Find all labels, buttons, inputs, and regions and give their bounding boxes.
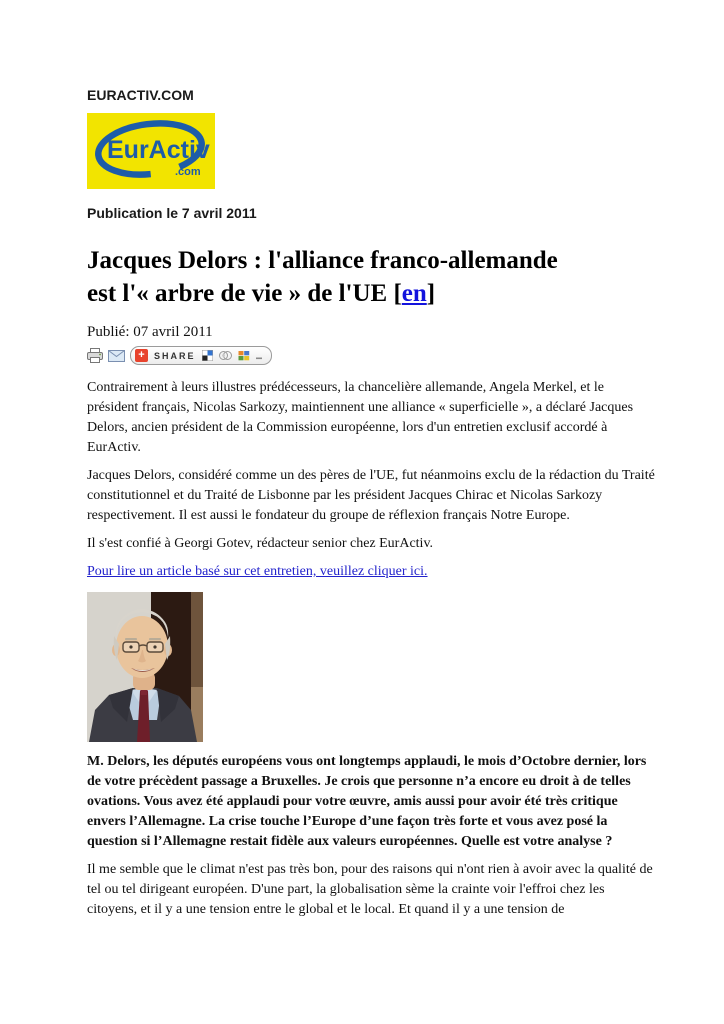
publication-date-line: Publication le 7 avril 2011 — [87, 205, 257, 221]
lang-link-en[interactable]: en — [401, 280, 427, 307]
printer-icon[interactable] — [87, 348, 103, 363]
expand-icon[interactable] — [256, 352, 264, 360]
site-name: EURACTIV.COM — [87, 87, 194, 103]
delicious-icon[interactable] — [202, 350, 213, 361]
share-plus-icon: + — [135, 349, 148, 362]
title-line-2: est l'« arbre de vie » de l'UE [en] — [87, 280, 436, 307]
related-article-link[interactable]: Pour lire un article basé sur cet entretien, veuillez cliquer ici. — [87, 564, 428, 579]
paragraph-interviewer: Il s'est confié à Georgi Gotev, rédacteur senior chez EurActiv. — [87, 536, 434, 551]
article-content — [87, 88, 655, 920]
article-title — [87, 244, 655, 310]
share-button[interactable] — [130, 346, 272, 365]
interview-question: M. Delors, les députés européens vous ont longtemps applaudi, le mois d’Octobre dernier, lors de votre précèdent passage a Bruxelles. Je crois que personne n’a encore eu droit à de telles ovations. Vous avez été applaudi pour votre œuvre, amis aussi pour avoir été très critique envers l’Allemagne. La crise touche l’Europe d’une façon très forte et vous avez posé la question si l’Allemagne restait fidèle aux valeurs européennes. Quelle est votre analyse ? — [87, 754, 647, 849]
euractiv-logo-icon — [87, 113, 215, 189]
euractiv-logo — [87, 113, 215, 189]
email-icon[interactable] — [108, 350, 125, 362]
svg-text:EurActiv: EurActiv — [107, 136, 210, 164]
published-date: Publié: 07 avril 2011 — [87, 324, 213, 340]
jacques-delors-photo — [87, 592, 203, 742]
paragraph-intro: Contrairement à leurs illustres prédécesseurs, la chancelière allemande, Angela Merkel, et le président français, Nicolas Sarkozy, maintiennent une alliance « superficielle », a déclaré Jacques Delors, ancien président de la Commission européenne, lors d'un entretien exclusif accordé à EurActiv. — [87, 380, 634, 455]
share-label: SHARE — [154, 350, 196, 361]
circles-icon[interactable] — [219, 350, 232, 361]
interview-answer: Il me semble que le climat n'est pas très bon, pour des raisons qui n'ont rien à avoir avec la qualité de tel ou tel dirigeant européen. D'une part, la globalisation sème la crainte voir l'effroi chez les citoyens, et il y a une tension entre le global et le local. Et quand il y a une tension de — [87, 862, 653, 917]
share-toolbar — [87, 346, 655, 365]
msn-icon[interactable] — [238, 350, 250, 361]
title-line-1: Jacques Delors : l'alliance franco-allemande — [87, 247, 558, 274]
paragraph-background: Jacques Delors, considéré comme un des pères de l'UE, fut néanmoins exclu de la rédaction du Traité constitutionnel et du Traité de Lisbonne par les président Jacques Chirac et Nicolas Sarkozy respectivement. Il est aussi le fondateur du groupe de réflexion français Notre Europe. — [87, 468, 655, 523]
svg-text:.com: .com — [175, 166, 201, 178]
